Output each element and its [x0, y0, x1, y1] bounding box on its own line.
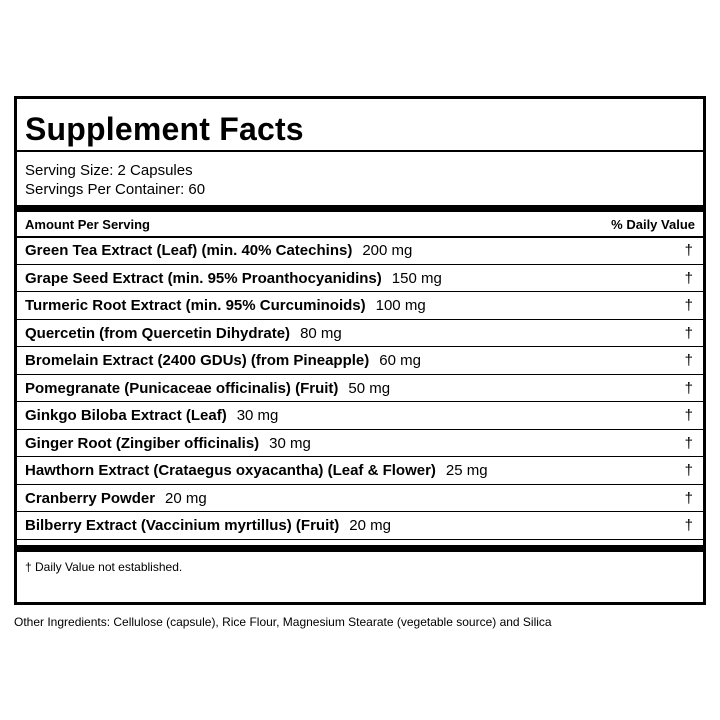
ingredient-name: Pomegranate (Punicaceae officinalis) (Fruit) — [25, 379, 339, 397]
ingredient-amount: 25 mg — [445, 462, 488, 479]
ingredient-amount: 60 mg — [379, 352, 421, 369]
ingredient-name: Ginkgo Biloba Extract (Leaf) — [25, 407, 227, 424]
ingredient-row — [17, 237, 703, 265]
ingredient-text — [25, 461, 488, 480]
ingredient-row — [17, 485, 703, 513]
ingredient-name: Hawthorn Extract (Crataegus oxyacantha) (Leaf & Flower) — [25, 462, 436, 479]
ingredient-amount: 20 mg — [165, 489, 207, 507]
ingredient-row — [17, 457, 703, 485]
supplement-facts-panel — [14, 96, 706, 605]
servings-per-container: Servings Per Container: 60 — [25, 181, 206, 198]
serving-size: Serving Size: 2 Capsules — [25, 162, 193, 179]
ingredient-text — [25, 406, 278, 425]
ingredient-name: Turmeric Root Extract (min. 95% Curcuminoids) — [25, 297, 366, 314]
ingredient-list — [17, 237, 703, 540]
ingredient-text — [25, 351, 421, 370]
ingredient-name: Bilberry Extract (Vaccinium myrtillus) (Fruit) — [25, 517, 340, 534]
ingredient-text — [25, 324, 342, 343]
ingredient-row — [17, 265, 703, 293]
ingredient-name: Grape Seed Extract (min. 95% Proanthocyanidins) — [25, 269, 382, 287]
daily-value-mark: † — [684, 242, 693, 259]
daily-value-mark: † — [684, 517, 693, 534]
ingredient-text — [25, 296, 426, 315]
ingredient-text — [25, 516, 391, 535]
ingredient-text — [25, 489, 207, 508]
daily-value-mark: † — [684, 407, 693, 424]
thick-divider — [17, 205, 703, 212]
ingredient-amount: 20 mg — [349, 517, 391, 534]
ingredient-row — [17, 430, 703, 458]
ingredient-name: Green Tea Extract (Leaf) (min. 40% Catechins) — [25, 242, 353, 259]
ingredient-row — [17, 375, 703, 403]
divider — [17, 150, 703, 152]
ingredient-amount: 30 mg — [269, 434, 311, 452]
daily-value-mark: † — [684, 379, 693, 397]
panel-title: Supplement Facts — [25, 111, 304, 147]
ingredient-amount: 30 mg — [236, 407, 279, 424]
ingredient-text — [25, 434, 311, 453]
ingredient-row — [17, 292, 703, 320]
ingredient-amount: 100 mg — [375, 297, 426, 314]
daily-value-mark: † — [684, 462, 693, 479]
daily-value-mark: † — [684, 269, 693, 287]
ingredient-name: Cranberry Powder — [25, 489, 156, 507]
ingredient-amount: 50 mg — [348, 379, 391, 397]
thick-divider — [17, 545, 703, 552]
ingredient-amount: 80 mg — [300, 324, 342, 342]
amount-per-serving-header: Amount Per Serving — [25, 217, 150, 232]
daily-value-mark: † — [684, 352, 693, 369]
ingredient-name: Ginger Root (Zingiber officinalis) — [25, 434, 260, 452]
ingredient-text — [25, 269, 442, 288]
ingredient-row — [17, 512, 703, 540]
daily-value-mark: † — [684, 489, 693, 507]
ingredient-amount: 200 mg — [362, 242, 413, 259]
other-ingredients: Other Ingredients: Cellulose (capsule), Rice Flour, Magnesium Stearate (vegetable source) and Silica — [14, 615, 552, 629]
column-header-row — [25, 216, 695, 234]
ingredient-name: Bromelain Extract (2400 GDUs) (from Pineapple) — [25, 352, 370, 369]
ingredient-row — [17, 347, 703, 375]
daily-value-mark: † — [684, 297, 693, 314]
ingredient-text — [25, 379, 390, 398]
daily-value-mark: † — [684, 434, 693, 452]
ingredient-text — [25, 241, 412, 260]
daily-value-footnote: † Daily Value not established. — [25, 560, 183, 574]
ingredient-row — [17, 402, 703, 430]
daily-value-mark: † — [684, 324, 693, 342]
ingredient-amount: 150 mg — [391, 269, 442, 287]
daily-value-header: % Daily Value — [611, 217, 695, 232]
ingredient-row — [17, 320, 703, 348]
ingredient-name: Quercetin (from Quercetin Dihydrate) — [25, 324, 291, 342]
